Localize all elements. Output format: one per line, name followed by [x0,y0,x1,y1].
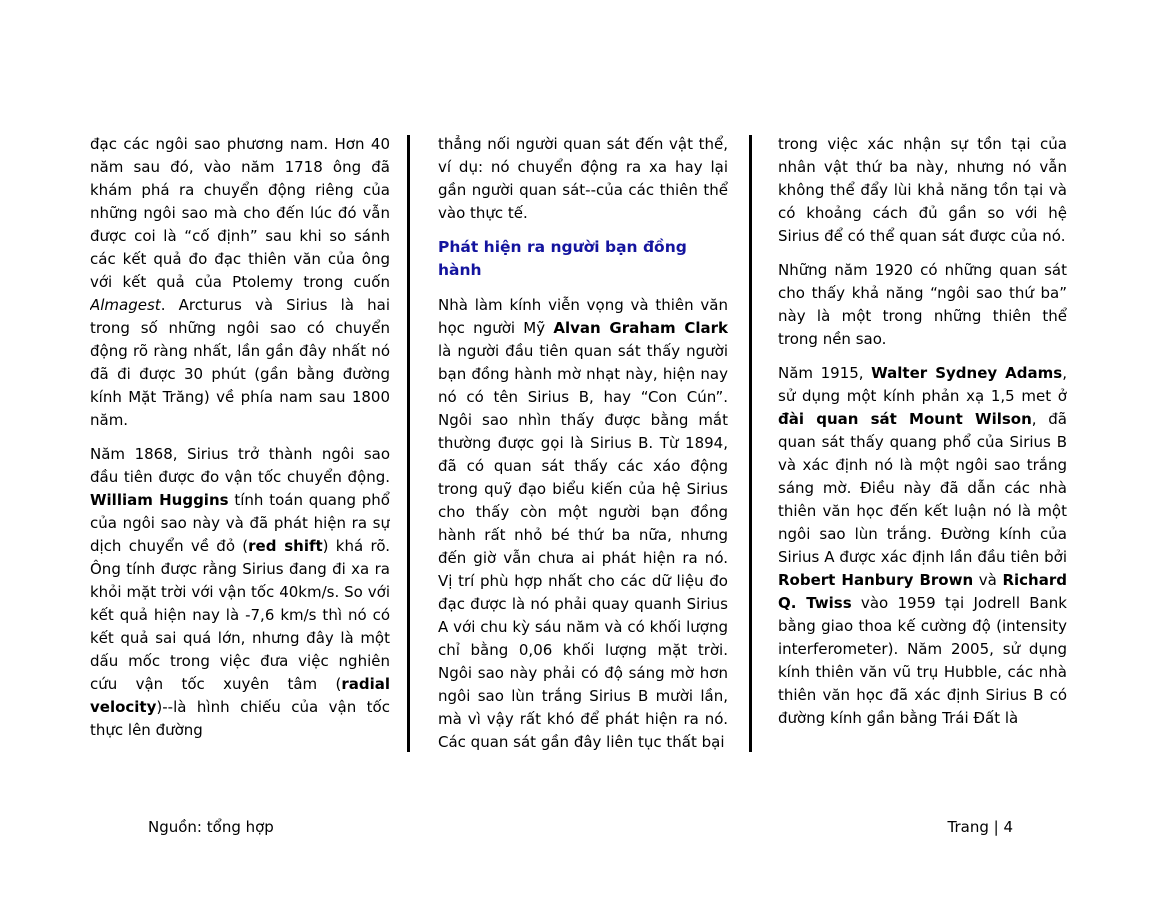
text-column-2 [438,133,728,755]
paragraph: trong việc xác nhận sự tồn tại của nhân vật thứ ba này, nhưng nó vẫn không thể đẩy lùi khả năng tồn tại và có khoảng cách đủ gần so với hệ Sirius để có thể quan sát được của nó. [778,135,1067,245]
paragraph: Năm 1868, Sirius trở thành ngôi sao đầu tiên được đo vận tốc chuyển động. William Huggins tính toán quang phổ của ngôi sao này và đã phát hiện ra sự dịch chuyển về đỏ (red shift) khá rõ. Ông tính được rằng Sirius đang đi xa ra khỏi mặt trời với vận tốc 40km/s. So với kết quả hiện nay là -7,6 km/s thì nó có kết quả sai quá lớn, nhưng đây là một dấu mốc trong việc đưa việc nghiên cứu vận tốc xuyên tâm (radial velocity)--là hình chiếu của vận tốc thực lên đường [90,445,390,739]
paragraph: Nhà làm kính viễn vọng và thiên văn học người Mỹ Alvan Graham Clark là người đầu tiên quan sát thấy người bạn đồng hành mờ nhạt này, hiện nay nó có tên Sirius B, hay “Con Cún”. Ngôi sao nhìn thấy được bằng mắt thường được gọi là Sirius B. Từ 1894, đã có quan sát thấy các xáo động trong quỹ đạo biểu kiến của hệ Sirius cho thấy còn một người bạn đồng hành rất nhỏ bé thứ ba nữa, nhưng đến giờ vẫn chưa ai phát hiện ra nó. Vị trí phù hợp nhất cho các dữ liệu đo đạc được là nó phải quay quanh Sirius A với chu kỳ sáu năm và có khối lượng chỉ bằng 0,06 khối lượng mặt trời. Ngôi sao này phải có độ sáng mờ hơn ngôi sao lùn trắng Sirius B mười lần, mà vì vậy rất khó để phát hiện ra nó. Các quan sát gần đây liên tục thất bại [438,296,728,751]
footer-page-number: Trang | 4 [947,818,1013,836]
paragraph: Năm 1915, Walter Sydney Adams, sử dụng một kính phản xạ 1,5 met ở đài quan sát Mount Wilson, đã quan sát thấy quang phổ của Sirius B và xác định nó là một ngôi sao trắng sáng mờ. Điều này đã dẫn các nhà thiên văn học đến kết luận nó là một ngôi sao lùn trắng. Đường kính của Sirius A được xác định lần đầu tiên bởi Robert Hanbury Brown và Richard Q. Twiss vào 1959 tại Jodrell Bank bằng giao thoa kế cường độ (intensity interferometer). Năm 2005, sử dụng kính thiên văn vũ trụ Hubble, các nhà thiên văn học đã xác định Sirius B có đường kính gần bằng Trái Đất là [778,364,1067,727]
paragraph: thẳng nối người quan sát đến vật thể, ví dụ: nó chuyển động ra xa hay lại gần người quan sát--của các thiên thể vào thực tế. [438,135,728,222]
page-body [90,133,1067,757]
text-column-1 [90,133,390,755]
paragraph: Những năm 1920 có những quan sát cho thấy khả năng “ngôi sao thứ ba” này là một trong những thiên thể trong nền sao. [778,261,1067,348]
footer-source-label: Nguồn: tổng hợp [148,818,274,836]
paragraph: đạc các ngôi sao phương nam. Hơn 40 năm sau đó, vào năm 1718 ông đã khám phá ra chuyển động riêng của những ngôi sao mà cho đến lúc đó vẫn được coi là “cố định” sau khi so sánh các kết quả đo đạc thiên văn của ông với kết quả của Ptolemy trong cuốn Almagest. Arcturus và Sirius là hai trong số những ngôi sao có chuyển động rõ ràng nhất, lần gần đây nhất nó đã đi được 30 phút (gần bằng đường kính Mặt Trăng) về phía nam sau 1800 năm. [90,135,390,429]
column-separator [407,135,410,752]
section-heading: Phát hiện ra người bạn đồng hành [438,238,687,279]
column-separator [749,135,752,752]
text-column-3 [778,133,1067,755]
